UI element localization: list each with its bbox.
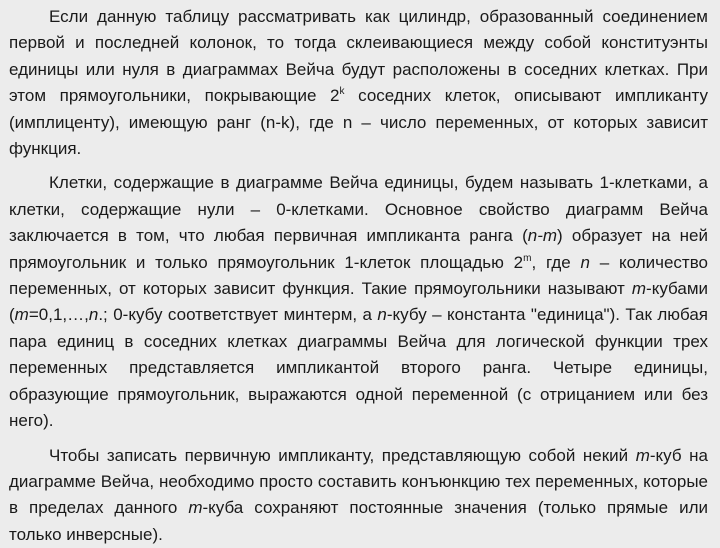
italic-text: m [188, 498, 202, 517]
text-segment: -кубу – константа "единица"). Так любая пара единиц в соседних клетках диаграммы Вейча для логической функции трех переменных представляется импликантой второго ранга. Четыре единицы, образующие прямоугольник, выражаются одной переменной (с отрицанием или без него). [9, 305, 708, 430]
italic-text: m [636, 446, 650, 465]
italic-text: n [89, 305, 98, 324]
text-segment: – количество переменных, от которых зависит функция. Такие прямоугольники называют [9, 253, 708, 298]
text-segment: Если данную таблицу рассматривать как цилиндр, образованный соединением первой и последней колонок, то тогда склеивающиеся между собой конституэнты единицы или нуля в диаграммах Вейча будут расположены в соседних клетках. При этом прямоугольники, покрывающие 2 [9, 7, 708, 105]
italic-text: n-m [528, 226, 557, 245]
text-segment: , где [531, 253, 580, 272]
text-segment: -куба сохраняют постоянные значения (только прямые или только инверсные). [9, 498, 708, 543]
text-segment: ) образует на ней прямоугольник и только прямоугольник 1-клеток площадью 2 [9, 226, 708, 271]
paragraph [9, 170, 708, 434]
text-segment: Чтобы записать первичную импликанту, представляющую собой некий [49, 446, 636, 465]
text-segment: =0,1,…, [29, 305, 89, 324]
italic-text: m [632, 279, 646, 298]
text-segment: .; 0-кубу соответствует минтерм, а [98, 305, 377, 324]
italic-text: n [377, 305, 386, 324]
paragraph [9, 4, 708, 162]
text-segment: соседних клеток, описывают импликанту (имплиценту), имеющую ранг (n-k), где n – число переменных, от которых зависит функция. [9, 86, 708, 158]
text-segment: -куб на диаграмме Вейча, необходимо просто составить конъюнкцию тех переменных, которые в пределах данного [9, 446, 708, 518]
italic-text: m [15, 305, 29, 324]
superscript: k [340, 86, 345, 97]
paragraph [9, 443, 708, 548]
text-segment: -кубами ( [9, 279, 708, 324]
italic-text: n [581, 253, 590, 272]
superscript: m [523, 253, 531, 264]
text-segment: Клетки, содержащие в диаграмме Вейча единицы, будем называть 1-клетками, а клетки, содержащие нули – 0-клетками. Основное свойство диаграмм Вейча заключается в том, что любая первичная импликанта ранга ( [9, 173, 708, 245]
